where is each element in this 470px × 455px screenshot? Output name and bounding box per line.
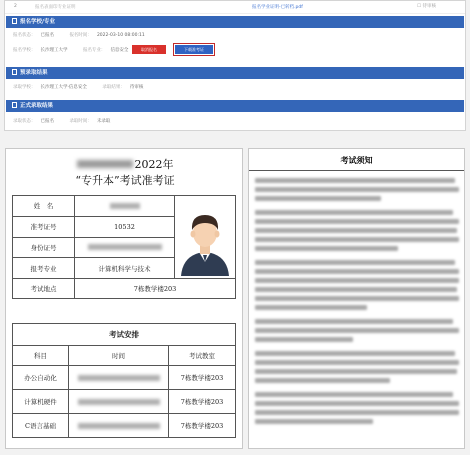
- final-status-value: 已报名: [40, 119, 54, 124]
- candidate-info-table: [12, 195, 236, 299]
- table-row: [13, 196, 236, 217]
- section-bar-predict: [6, 67, 464, 79]
- notice-paragraph: [255, 392, 459, 424]
- application-portal: [4, 0, 466, 131]
- schedule-caption: 考试安排: [13, 324, 236, 346]
- row-number: 2: [14, 4, 17, 9]
- notice-paragraph: [255, 178, 459, 201]
- header-time: 时间: [69, 346, 169, 366]
- section-title-predict: 预录取结果: [20, 70, 48, 76]
- room-cell: 7栋教学楼203: [169, 366, 236, 390]
- value-major: 计算机科学与技术: [75, 258, 175, 279]
- file-link[interactable]: 报名学业证明-已转档.pdf: [252, 5, 303, 10]
- document-icon: [12, 102, 17, 108]
- final-time-value: 未录取: [96, 119, 111, 124]
- section-bar-apply: [6, 16, 464, 28]
- download-ticket-button[interactable]: 下载准考证: [175, 45, 213, 54]
- admission-ticket: [5, 148, 243, 449]
- header-room: 考试教室: [169, 346, 236, 366]
- ticket-title: 2022年: [6, 156, 244, 172]
- avatar-icon: [175, 196, 235, 276]
- apply-status-value: 已报名: [40, 33, 54, 38]
- value-exam-location: 7栋教学楼203: [75, 279, 236, 299]
- table-row: [13, 279, 236, 299]
- file-status[interactable]: ☐ 待审核: [417, 4, 436, 9]
- predict-status-value: 待审核: [129, 85, 144, 90]
- predict-school-value: 长沙理工大学·信息安全: [40, 85, 87, 90]
- notice-paragraph: [255, 351, 459, 383]
- candidate-photo: [175, 196, 236, 279]
- apply-school-value: 长沙理工大学: [40, 48, 68, 53]
- time-cell: [69, 414, 169, 438]
- subject-cell: C语言基础: [13, 414, 69, 438]
- cancel-application-button[interactable]: 取消报名: [132, 45, 166, 54]
- time-cell: [69, 390, 169, 414]
- notice-paragraph: [255, 210, 459, 251]
- redacted-university-name: [77, 160, 133, 168]
- value-ticket-number: 10532: [75, 216, 175, 237]
- label-exam-location: 考试地点: [13, 279, 75, 299]
- file-hint: 报名表面印专业证明: [35, 5, 76, 10]
- table-row: [13, 414, 236, 438]
- value-id-number: [75, 237, 175, 258]
- notice-paragraph: [255, 319, 459, 342]
- subject-cell: 计算机硬件: [13, 390, 69, 414]
- predict-line: 录取学校： 长沙理工大学·信息安全 录取结果： 待审核: [13, 85, 144, 90]
- header-subject: 科目: [13, 346, 69, 366]
- apply-status-line: 报名状态： 已报名 报名时间： 2022-03-10 08:00:11: [13, 33, 145, 38]
- value-name: [75, 196, 175, 217]
- exam-notice: [248, 148, 465, 449]
- table-row: [13, 366, 236, 390]
- room-cell: 7栋教学楼203: [169, 390, 236, 414]
- notice-paragraph: [255, 260, 459, 310]
- section-title-apply: 报名学校/专业: [20, 19, 56, 25]
- label-id-number: 身份证号: [13, 237, 75, 258]
- file-row: [5, 1, 465, 14]
- table-row: [13, 390, 236, 414]
- ticket-subtitle: “专升本”考试准考证: [75, 174, 175, 187]
- final-line: 录取状态： 已报名 录取时间： 未录取: [13, 119, 111, 124]
- label-ticket-number: 准考证号: [13, 216, 75, 237]
- subject-cell: 办公自动化: [13, 366, 69, 390]
- section-title-final: 正式录取结果: [20, 103, 54, 109]
- document-icon: [12, 18, 17, 24]
- notice-body: [255, 178, 459, 433]
- label-name: 姓 名: [13, 196, 75, 217]
- room-cell: 7栋教学楼203: [169, 414, 236, 438]
- apply-major-value: 信息安全: [110, 48, 129, 53]
- label-major: 报考专业: [13, 258, 75, 279]
- exam-schedule-table: [12, 323, 236, 438]
- notice-title: 考试须知: [249, 149, 464, 171]
- apply-time-value: 2022-03-10 08:00:11: [96, 33, 145, 38]
- table-row: [13, 324, 236, 346]
- apply-school-line: 报名学校： 长沙理工大学 报名专业： 信息安全: [13, 48, 129, 53]
- section-bar-final: [6, 100, 464, 112]
- table-header-row: [13, 346, 236, 366]
- document-icon: [12, 69, 17, 75]
- time-cell: [69, 366, 169, 390]
